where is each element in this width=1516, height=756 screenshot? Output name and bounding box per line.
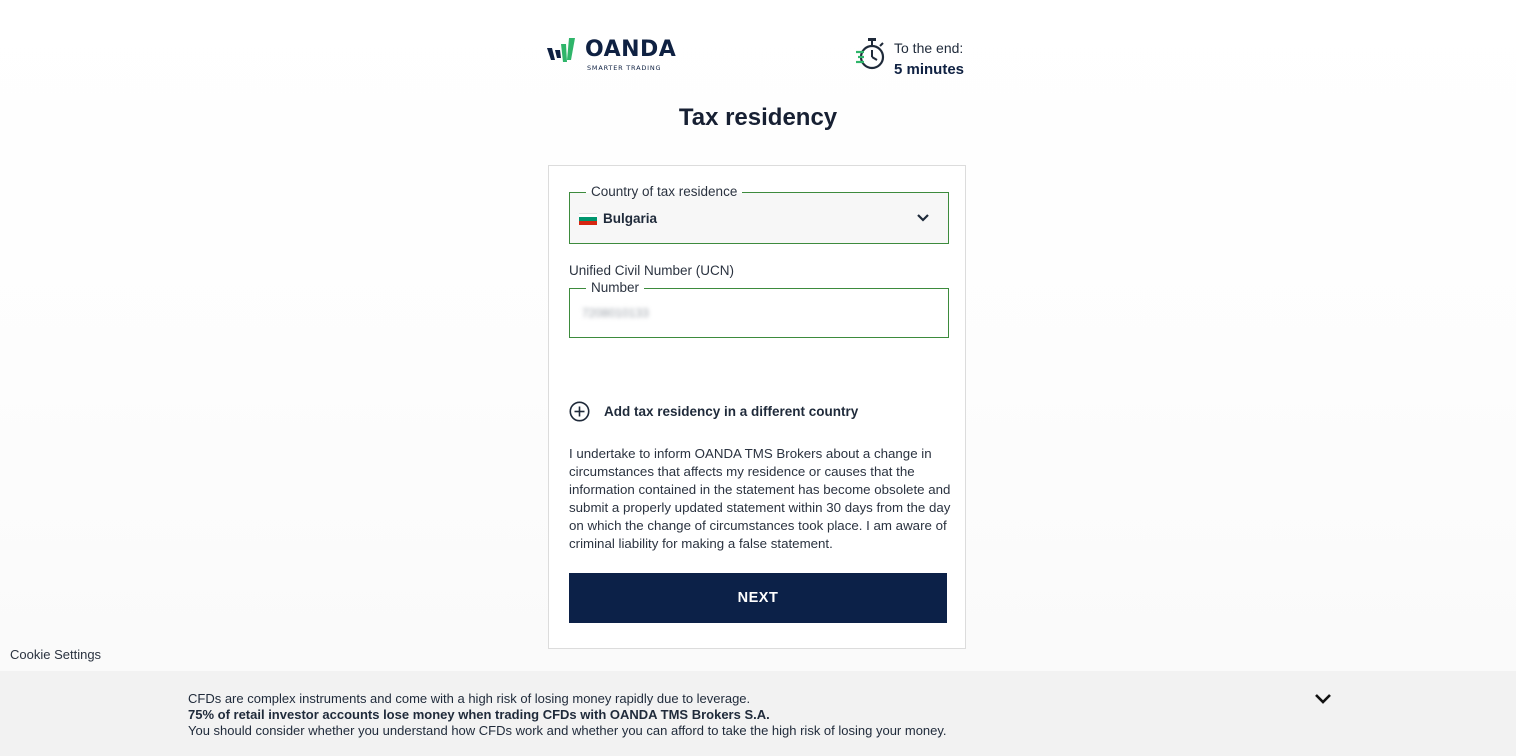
chevron-down-icon[interactable] — [1314, 691, 1332, 707]
page-title: Tax residency — [678, 104, 838, 131]
number-field-label: Number — [586, 280, 644, 296]
logo-tagline: SMARTER TRADING — [587, 64, 662, 72]
risk-warning-line-2: 75% of retail investor accounts lose money when trading CFDs with OANDA TMS Brokers S.A. — [188, 707, 770, 722]
next-button[interactable]: NEXT — [569, 573, 947, 623]
cookie-settings-link[interactable]: Cookie Settings — [10, 647, 102, 662]
oanda-logo-icon — [547, 36, 581, 66]
ucn-number-input[interactable] — [580, 305, 784, 321]
timer-value: 5 minutes — [894, 61, 965, 78]
bulgaria-flag-icon — [579, 213, 597, 225]
add-tax-residency-button[interactable] — [569, 401, 858, 422]
country-select[interactable] — [569, 184, 949, 244]
country-value-text: Bulgaria — [603, 211, 658, 226]
chevron-down-icon[interactable] — [916, 211, 930, 225]
declaration-text: I undertake to inform OANDA TMS Brokers about a change in circumstances that affects my residence or causes that the information contained in the statement has become obsolete and submit a properly updated statement within 30 days from the day on which the change of circumstances took place. I am aware of criminal liability for making a false statement. — [569, 446, 951, 551]
add-tax-residency-label: Add tax residency in a different country — [604, 404, 859, 419]
risk-warning-line-3: You should consider whether you understand how CFDs work and whether you can afford to take the high risk of losing your money. — [188, 723, 947, 738]
tax-residency-form — [548, 165, 966, 649]
ucn-label: Unified Civil Number (UCN) — [569, 263, 735, 278]
time-remaining — [856, 37, 964, 81]
oanda-logo — [547, 36, 676, 72]
stopwatch-icon — [856, 37, 886, 71]
ucn-number-field[interactable] — [569, 280, 949, 338]
timer-label: To the end: — [894, 40, 964, 56]
risk-warning-line-1: CFDs are complex instruments and come with a high risk of losing money rapidly due to leverage. — [188, 691, 751, 706]
country-selected-value — [579, 211, 657, 226]
risk-warning-banner — [0, 671, 1516, 756]
plus-circle-icon — [569, 401, 590, 422]
risk-warning-text — [188, 691, 947, 739]
logo-wordmark: OANDA — [585, 37, 677, 62]
country-select-label: Country of tax residence — [586, 184, 742, 200]
